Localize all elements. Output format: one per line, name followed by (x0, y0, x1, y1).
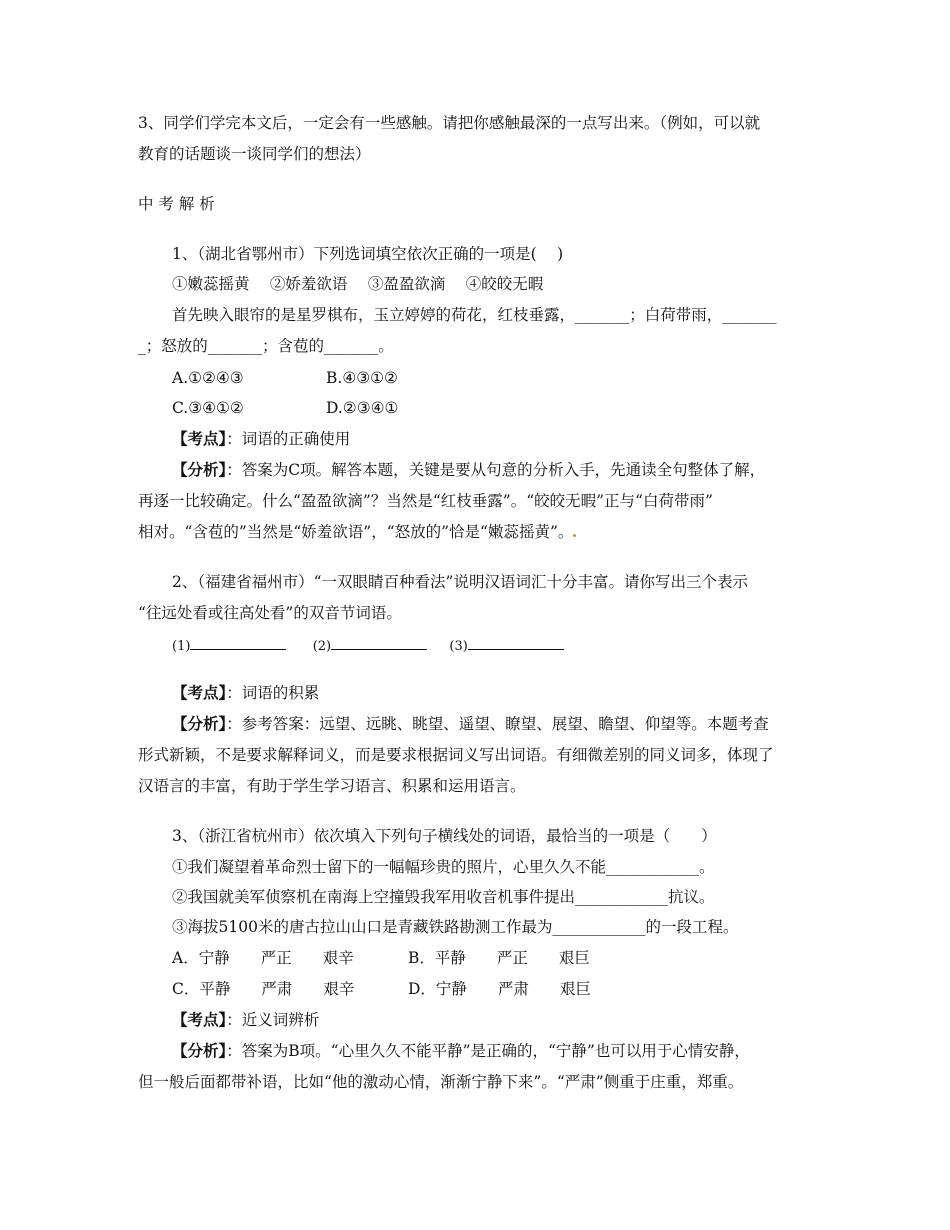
section-heading: 中 考 解 析 (138, 195, 215, 213)
blank-3-label: (3) (449, 639, 468, 654)
item1-option-c: C.③④①② (172, 399, 244, 417)
q3-line1: 3、同学们学完本文后，一定会有一些感触。请把你感触最深的一点写出来。（例如，可以就 (138, 114, 761, 132)
q3-line2: 教育的话题谈一谈同学们的想法） (138, 145, 371, 163)
kaodian-label: 【考点】 (172, 683, 227, 702)
item1-option-d: D.②③④① (326, 399, 399, 417)
item1-fenxi-line2: 再逐一比较确定。什么“盈盈欲滴”？当然是“红枝垂露”。“皎皎无暇”正与“白荷带雨” (138, 492, 713, 510)
item2-title-line2: “往远处看或往高处看”的双音节词语。 (138, 604, 402, 622)
item2-title-line1: 2、（福建省福州市）“一双眼睛百种看法”说明汉语词汇十分丰富。请你写出三个表示 (172, 573, 748, 591)
item3-sentence-1: ①我们凝望着革命烈士留下的一幅幅珍贵的照片，心里久久不能____________。 (172, 858, 715, 876)
fenxi-text: ：答案为B项。“心里久久不能平静”是正确的，“宁静”也可以用于心情安静， (226, 1042, 750, 1060)
fenxi-label: 【分析】 (172, 460, 227, 479)
item1-option-a: A.①②④③ (172, 369, 244, 387)
item2-blanks (172, 635, 564, 657)
kaodian-label: 【考点】 (172, 429, 227, 448)
blank-2-label: (2) (312, 639, 332, 654)
item2-fenxi (172, 714, 769, 734)
item3-fenxi (172, 1041, 750, 1061)
item1-fenxi-line3 (138, 522, 576, 542)
item2-fenxi-line2: 形式新颖，不是要求解释词义，而是要求根据词义写出词语。有细微差别的同义词多，体现了 (138, 746, 774, 764)
item3-title: 3、（浙江省杭州市）依次填入下列句子横线处的词语，最恰当的一项是（ ） (172, 827, 717, 845)
blank-1-label: (1) (172, 639, 191, 654)
item3-option-a: A．宁静 严正 艰辛 (172, 949, 354, 967)
item1-choices: ①嫩蕊摇黄 ②娇羞欲语 ③盈盈欲滴 ④皎皎无暇 (172, 275, 544, 293)
kaodian-text: ：近义词辨析 (226, 1011, 320, 1029)
item3-fenxi-line2: 但一般后面都带补语，比如“他的激动心情，渐渐宁静下来”。“严肃”侧重于庄重，郑重。 (138, 1073, 744, 1091)
item3-sentence-2: ②我国就美军侦察机在南海上空撞毁我军用收音机事件提出____________抗议。 (172, 888, 715, 906)
fenxi-text: ：答案为C项。解答本题，关键是要从句意的分析入手，先通读全句整体了解， (226, 461, 766, 479)
item1-para2: _；怒放的_______；含苞的_______。 (138, 337, 394, 355)
kaodian-label: 【考点】 (172, 1010, 227, 1029)
item1-kaodian (172, 429, 350, 449)
kaodian-text: ：词语的积累 (226, 684, 320, 702)
item2-fenxi-line3: 汉语言的丰富，有助于学生学习语言、积累和运用语言。 (138, 777, 526, 795)
item2-kaodian (172, 683, 319, 703)
item3-option-b: B．平静 严正 艰巨 (408, 949, 590, 967)
item1-title: 1、（湖北省鄂州市）下列选词填空依次正确的一项是( ) (172, 245, 564, 263)
blank-3-line (468, 635, 564, 650)
item3-option-c: C．平静 严肃 艰辛 (172, 980, 355, 998)
item3-option-d: D．宁静 严肃 艰巨 (408, 980, 591, 998)
blank-1-line (190, 635, 286, 650)
item1-para1: 首先映入眼帘的是星罗棋布，玉立婷婷的荷花，红枝垂露，_______；白荷带雨，_______ (172, 306, 777, 324)
item1-fenxi (172, 460, 765, 480)
fenxi-label: 【分析】 (172, 714, 227, 733)
item3-sentence-3: ③海拔5100米的唐古拉山山口是青藏铁路勘测工作最为____________的一段工程。 (172, 918, 739, 936)
item1-fenxi-line3-text: 相对。“含苞的”当然是“娇羞欲语”，“怒放的”恰是“嫩蕊摇黄”。 (138, 523, 574, 541)
kaodian-text: ：词语的正确使用 (226, 430, 351, 448)
fenxi-label: 【分析】 (172, 1041, 227, 1060)
item1-option-b: B.④③①② (326, 369, 398, 387)
blank-2-line (331, 635, 427, 650)
item3-kaodian (172, 1010, 319, 1030)
decorative-dot (573, 534, 576, 537)
fenxi-text: ：参考答案：远望、远眺、眺望、遥望、瞭望、展望、瞻望、仰望等。本题考查 (226, 715, 769, 733)
